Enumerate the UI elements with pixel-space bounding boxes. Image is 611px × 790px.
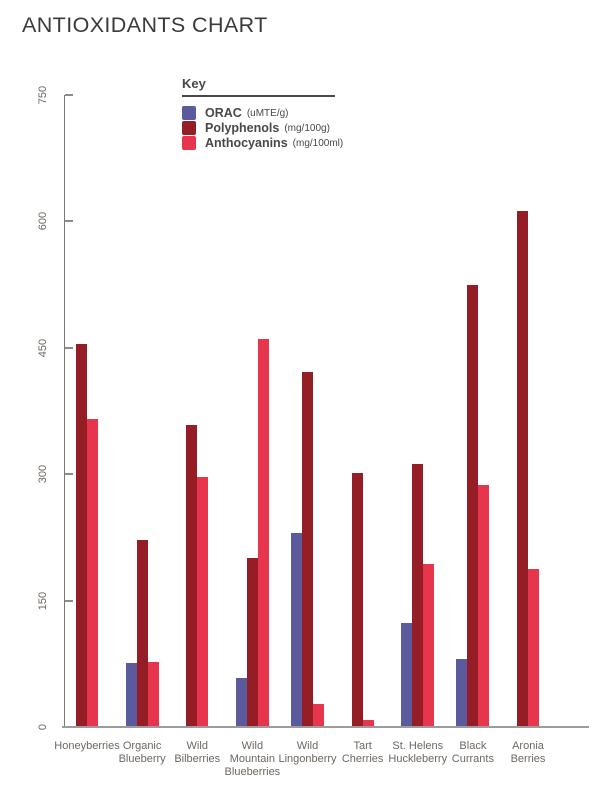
bar <box>258 339 269 727</box>
legend-divider <box>182 95 335 97</box>
anthocyanins-color-swatch <box>182 136 196 150</box>
bar-groups <box>54 95 588 778</box>
legend-item-label: ORAC <box>205 105 242 120</box>
y-tick-label: 600 <box>37 212 49 231</box>
legend-item-unit: (uMTE/g) <box>246 107 289 119</box>
bar <box>302 372 313 727</box>
y-tick-label: 150 <box>37 591 49 610</box>
legend-title: Key <box>182 76 206 91</box>
chart-legend <box>182 76 343 150</box>
legend-item-unit: (mg/100ml) <box>292 137 344 149</box>
category-label: Organic Blueberry <box>118 740 166 765</box>
bar <box>236 678 247 727</box>
legend-item-label: Anthocyanins <box>205 135 288 150</box>
bar-group <box>510 95 546 765</box>
bar-group <box>278 95 337 765</box>
bar <box>148 662 159 727</box>
bar <box>291 533 302 727</box>
category-label: Wild Bilberries <box>174 740 221 765</box>
legend-rows <box>182 105 343 150</box>
category-label: Wild Lingonberry <box>278 740 337 765</box>
bar <box>87 419 98 727</box>
bar <box>528 569 539 727</box>
category-label: St. Helens Huckleberry <box>388 740 448 765</box>
bar <box>352 473 363 727</box>
bar <box>517 211 528 727</box>
bar-group <box>341 95 384 765</box>
legend-item-unit: (mg/100g) <box>284 122 330 134</box>
bar <box>126 663 137 727</box>
bar <box>467 285 478 727</box>
category-label: Aronia Berries <box>510 740 546 765</box>
y-tick-label: 750 <box>37 85 49 105</box>
page-title: ANTIOXIDANTS CHART <box>22 13 268 37</box>
bar-group <box>388 95 448 765</box>
bar <box>412 464 423 727</box>
x-axis-line <box>62 726 589 728</box>
bar <box>186 425 197 727</box>
bar <box>478 485 489 727</box>
y-tick-label: 450 <box>37 338 49 357</box>
bar <box>423 564 434 727</box>
legend-item-label: Polyphenols <box>205 120 280 135</box>
polyphenols-color-swatch <box>182 121 196 135</box>
legend-item-polyphenols <box>182 120 343 135</box>
bar-group <box>451 95 494 765</box>
category-label: Black Currants <box>451 740 494 765</box>
bar <box>76 344 87 727</box>
bar <box>456 659 467 727</box>
category-label: Honeyberries <box>54 740 120 752</box>
orac-color-swatch <box>182 106 196 120</box>
bar-group <box>118 95 166 765</box>
bar-group <box>174 95 221 765</box>
bar <box>137 540 148 727</box>
category-label: Tart Cherries <box>341 740 384 765</box>
legend-item-orac <box>182 105 343 120</box>
legend-item-anthocyanins <box>182 135 343 150</box>
bar <box>197 477 208 727</box>
y-tick-label: 300 <box>37 465 49 484</box>
y-tick-label: 0 <box>37 723 49 731</box>
bar <box>313 704 324 727</box>
plot-area <box>37 85 588 778</box>
bar <box>247 558 258 727</box>
bar <box>401 623 412 727</box>
category-label: Wild Mountain Blueberries <box>224 740 281 778</box>
bar-group <box>54 95 120 752</box>
